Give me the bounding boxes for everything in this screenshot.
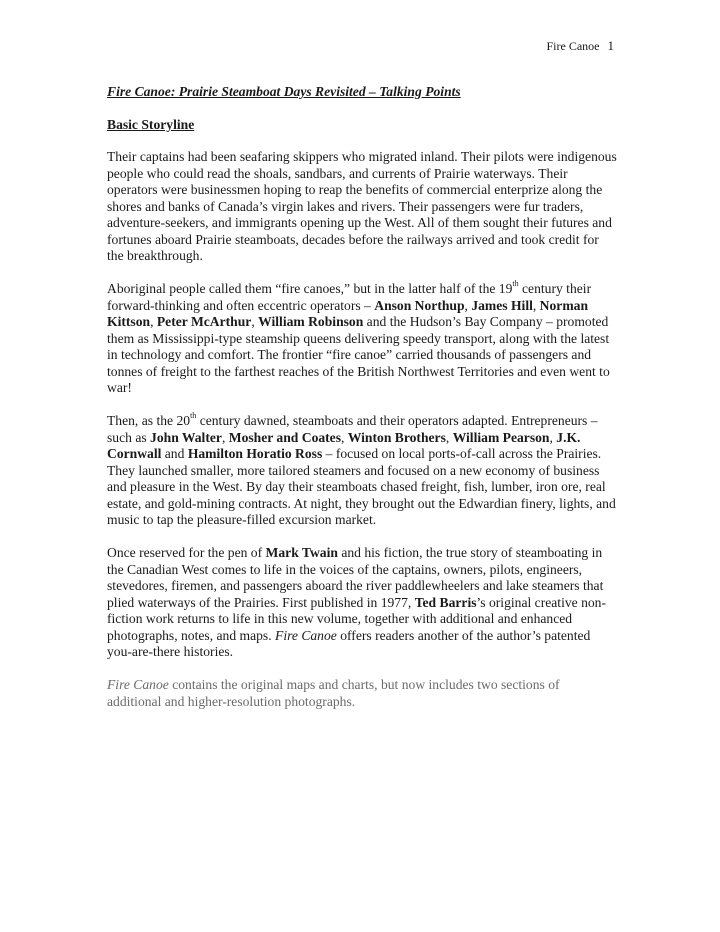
name-hamilton-horatio-ross: Hamilton Horatio Ross <box>187 446 323 461</box>
paragraph-1: Their captains had been seafaring skippers who migrated inland. Their pilots were indigenous people who could read the shoals, sandbars, and currents of Prairie waterways. Their operators were businessmen hoping to reap the benefits of commercial enterprize along the shores and banks of Canada’s virgin lakes and rivers. Their passengers were fur traders, adventure-seekers, and immigrants opening up the West. All of them sought their futures and fortunes aboard Prairie steamboats, decades before the railways arrived and took credit for the breakthrough. <box>107 149 617 263</box>
name-jk-cornwall: J.K. Cornwall <box>107 429 581 461</box>
document-body <box>107 84 617 727</box>
name-william-pearson: William Pearson <box>452 429 550 445</box>
p2-text-3: and the Hudson’s Bay Company – promoted them as Mississippi-type steamship queens delivering speedy transport, along with the latest in technology and comfort. The frontier “fire canoe” carried thousands of passengers and tonnes of freight to the farthest reaches of the British Northwest Territories and even went to war! <box>107 314 610 395</box>
name-anson-northup: Anson Northup <box>374 297 465 313</box>
separator: , <box>341 429 348 445</box>
p5-text-1: contains the original maps and charts, but now includes two sections of additional and higher-resolution photographs. <box>107 677 560 709</box>
p3-text-1: Then, as the 20 <box>107 413 191 428</box>
name-ted-barris: Ted Barris <box>414 594 477 610</box>
separator: , <box>532 297 540 313</box>
name-james-hill: James Hill <box>471 297 533 313</box>
separator: , <box>150 314 157 329</box>
paragraph-4 <box>107 545 617 661</box>
name-winton-brothers: Winton Brothers <box>347 429 446 445</box>
p4-text-1: Once reserved for the pen of <box>107 545 266 560</box>
separator: , <box>464 297 472 313</box>
name-norman-kittson: Norman Kittson <box>107 297 589 329</box>
p2-superscript: th <box>512 279 519 289</box>
name-peter-mcarthur: Peter McArthur <box>156 314 252 329</box>
name-mark-twain: Mark Twain <box>265 545 338 560</box>
name-mosher-and-coates: Mosher and Coates <box>228 429 342 445</box>
separator: , <box>549 429 557 445</box>
separator: and <box>161 446 188 461</box>
p2-text-1: Aboriginal people called them “fire canoes,” but in the latter half of the 19 <box>107 281 513 296</box>
page-number: 1 <box>607 38 614 53</box>
section-heading: Basic Storyline <box>107 116 195 132</box>
name-william-robinson: William Robinson <box>258 314 364 329</box>
p3-superscript: th <box>190 411 197 421</box>
name-john-walter: John Walter <box>150 429 222 445</box>
book-title-fire-canoe: Fire Canoe <box>275 627 337 643</box>
p4-text-3: ’s original creative non-fiction work returns to life in this new volume, together with additional and enhanced photographs, notes, and maps. <box>107 594 606 643</box>
book-title-fire-canoe: Fire Canoe <box>107 677 169 692</box>
p4-text-4: offers readers another of the author’s patented you-are-there histories. <box>107 627 591 659</box>
p3-text-3: – focused on local ports-of-call across the Prairies. They launched smaller, more tailored steamers and focused on a new economy of business and pleasure in the West. By day their steamboats chased freight, fish, lumber, iron ore, real estate, and gold-mining contracts. At night, they brought out the Edwardian finery, lights, and music to tap the pleasure-filled excursion market. <box>107 446 616 527</box>
document-title: Fire Canoe: Prairie Steamboat Days Revisited – Talking Points <box>107 84 461 99</box>
paragraph-3 <box>107 413 617 529</box>
separator: , <box>251 314 259 329</box>
page-header <box>547 38 615 54</box>
p4-text-2: and his fiction, the true story of steamboating in the Canadian West comes to life in the voices of the captains, owners, pilots, engineers, stevedores, firemen, and passengers aboard the river paddlewheelers and lake steamers that plied waterways of the Prairies. First published in 1977, <box>107 545 604 610</box>
paragraph-5-note <box>107 677 617 710</box>
p2-text-2: century their forward-thinking and often eccentric operators – <box>107 281 592 313</box>
running-title: Fire Canoe <box>546 39 600 53</box>
separator: , <box>445 429 453 445</box>
paragraph-2 <box>107 281 617 397</box>
separator: , <box>221 429 229 445</box>
p3-text-2: century dawned, steamboats and their operators adapted. Entrepreneurs – such as <box>107 413 598 445</box>
